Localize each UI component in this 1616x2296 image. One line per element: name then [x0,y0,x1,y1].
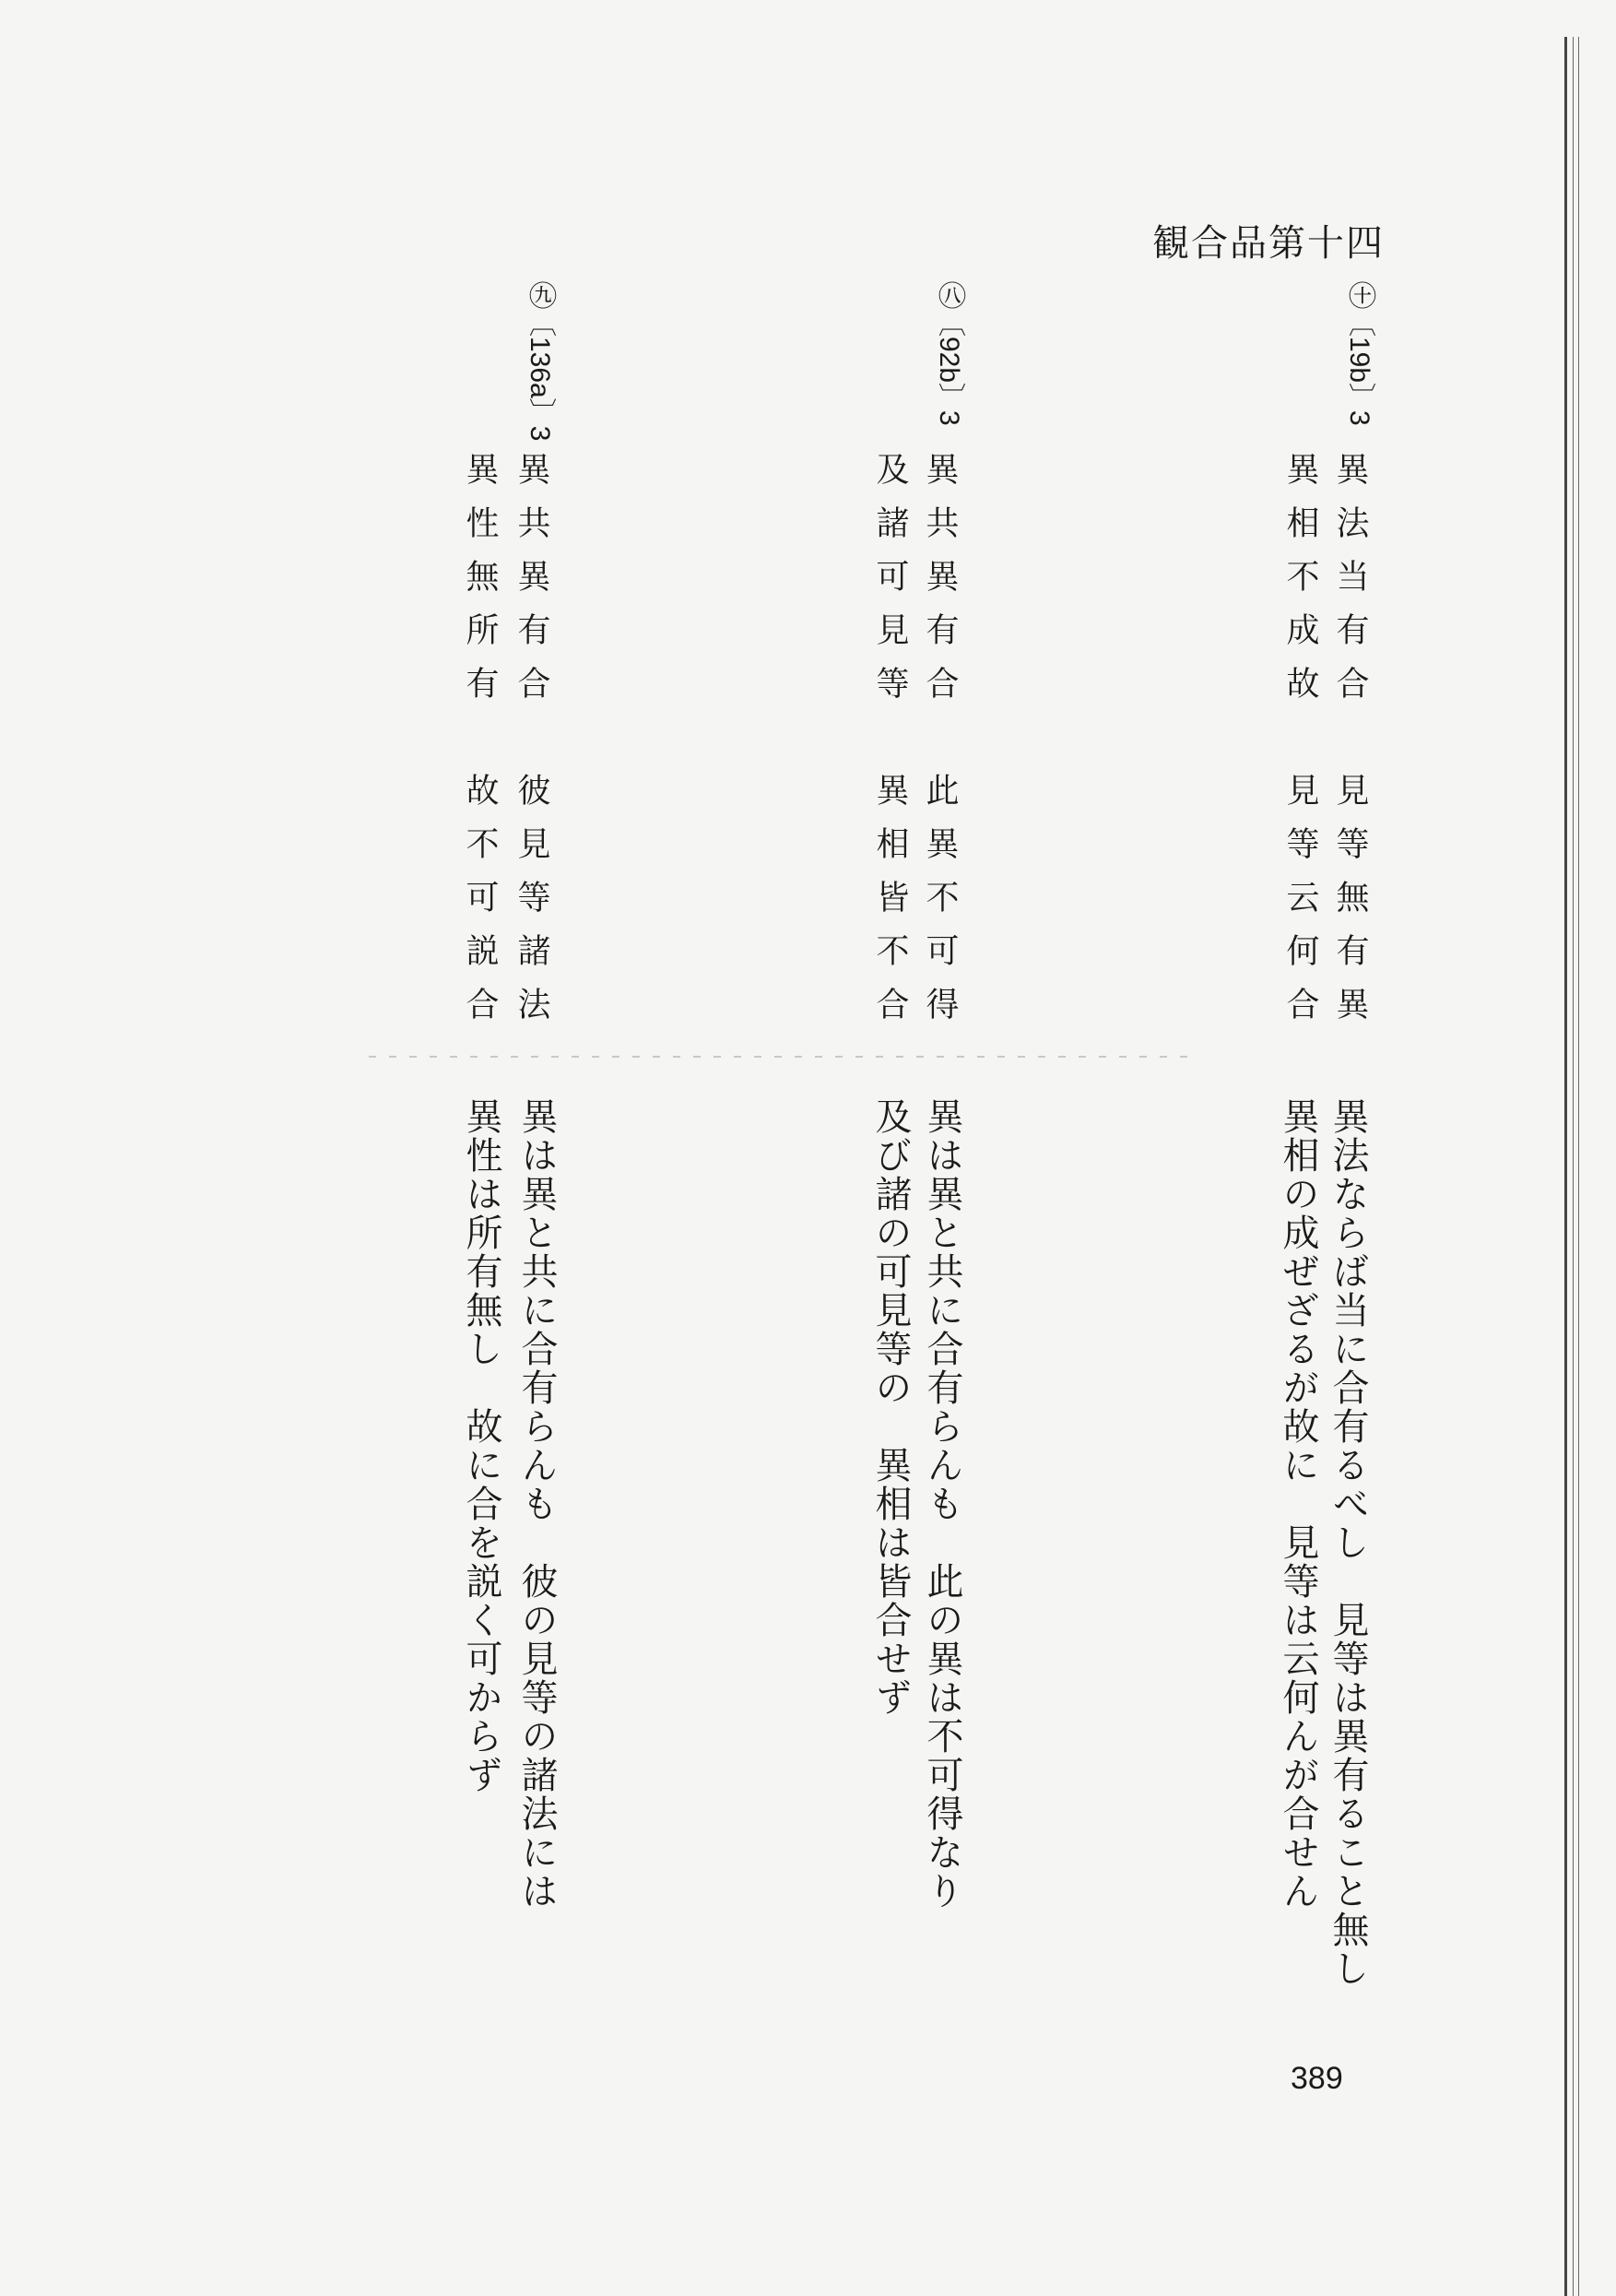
verse-3-translation-2: 異性は所有無し 故に合を説く可からず [460,1097,502,1794]
verse-3-line-1: 異共異有合 彼見等諸法 [513,452,550,1040]
scan-edge-line [1573,37,1574,2296]
verse-1-translation-1: 異法ならば当に合有るべし 見等は異有ること無し [1327,1097,1369,1988]
verse-1-translation-2: 異相の成ぜざるが故に 見等は云何んが合せん [1277,1097,1319,1911]
verse-2-line-1: 異共異有合 此異不可得 [921,452,959,1040]
scan-edge-line [1578,37,1579,2296]
page-number: 389 [1291,2061,1343,2096]
verse-1-marker: ㊉〔19b〕3 [1344,281,1374,426]
verse-3-line-2: 異性無所有 故不可説合 [461,452,499,1040]
verse-2-line-2: 及諸可見等 異相皆不合 [871,452,909,1040]
verse-1-line-2: 異相不成故 見等云何合 [1281,452,1319,1040]
verse-2-translation-2: 及び諸の可見等の 異相は皆合せず [869,1097,912,1717]
verse-3-translation-1: 異は異と共に合有らんも 彼の見等の諸法には [515,1097,558,1911]
scan-noise [369,1056,1198,1058]
verse-2-translation-1: 異は異と共に合有らんも 此の異は不可得なり [921,1097,963,1911]
verse-3-marker: ㊈〔136a〕3 [525,281,555,442]
verse-1-line-1: 異法当有合 見等無有異 [1331,452,1369,1040]
chapter-title: 観合品第十四 [1152,222,1385,265]
scan-edge-line [1564,37,1567,2296]
verse-2-marker: ㊇〔92b〕3 [934,281,964,426]
